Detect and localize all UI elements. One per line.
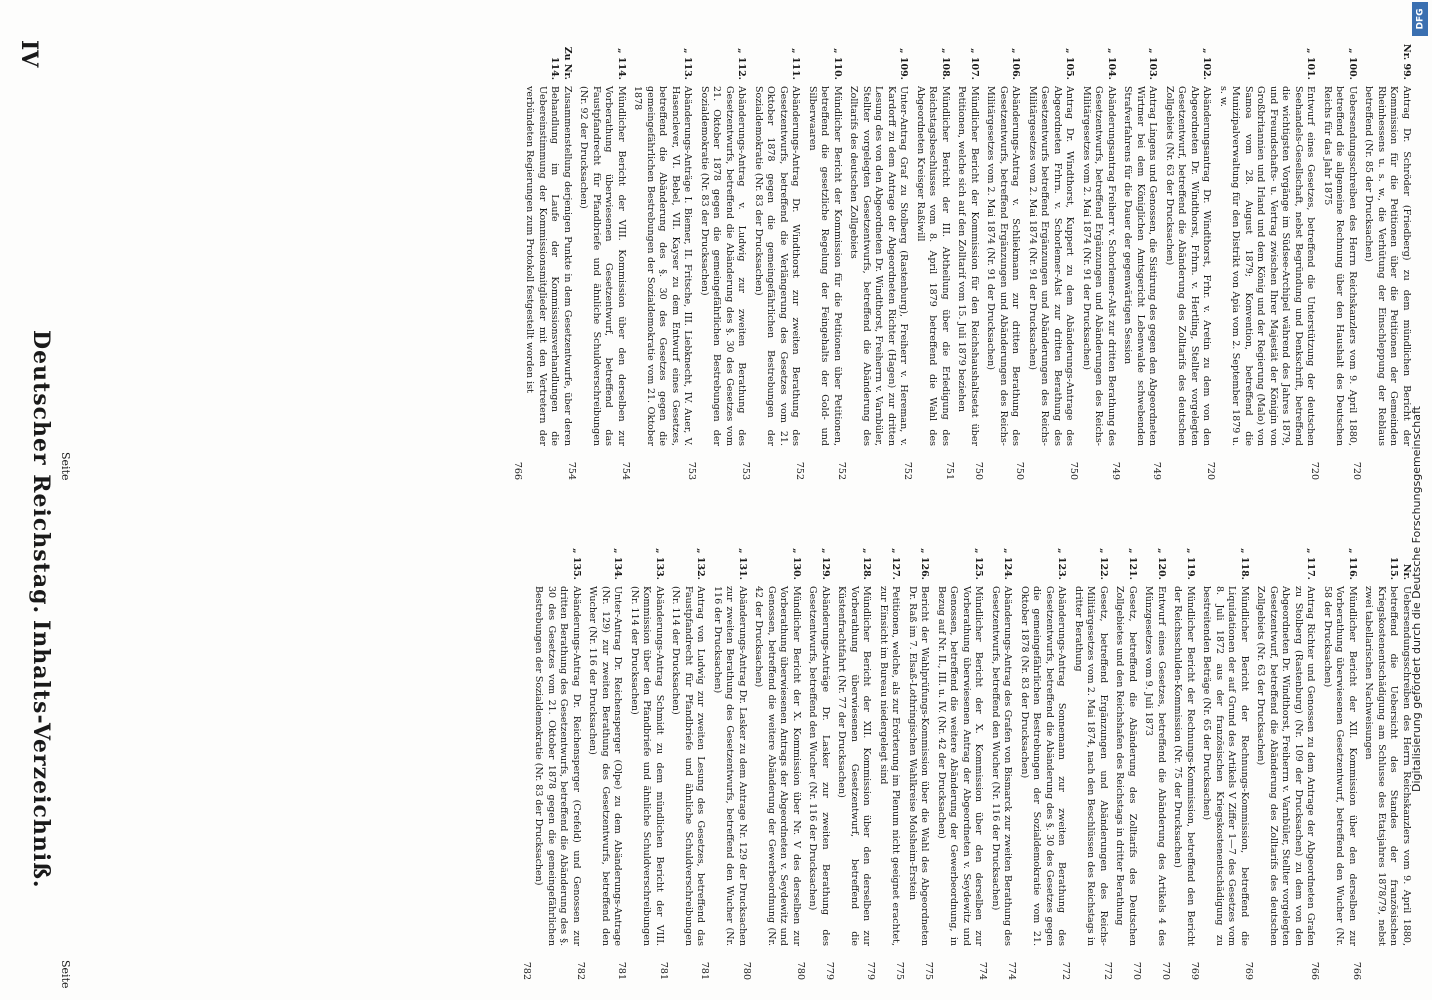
entry-title: Mündlicher Bericht der XII. Kommission über den derselben zur Vorberathung überwiesenen Gesetzentwurf, betreffend die Küstenfrachtfahrt (Nr. 77 der Drucksachen)	[836, 586, 873, 946]
entry-title: Mündlicher Bericht der Kommission für den Reichshaushaltsetat über Petitionen, welche sich auf den Zolltarif vom 15. Juli 1879 beziehen	[956, 86, 980, 446]
entry-title: Gesetz, betreffend die Abänderung des Zolltarifs des Deutschen Zollgebietes und den Reichshafen des Reichstags in dritter Berathung	[1114, 586, 1138, 946]
entry-page: 769	[1189, 961, 1200, 980]
entry-title: Abänderungs-Antrag v. Schliekmann zur dritten Berathung des Gesetzentwurfs, betreffend Ergänzungen und Abänderungen des Reichs-Militärgesetzes vom 2. Mai 1874 (Nr. 91 der Drucksachen)	[985, 86, 1022, 446]
entry-number: „ 114.	[616, 48, 627, 80]
entry-page: 752	[794, 461, 806, 480]
entry-title: Uebersendungsschreiben des Herrn Reichskanzlers vom 9. April 1880, betreffend die Uebersicht des Standes der französischen Kriegskostenentschädigung am Schlusse des Etatsjahres 1878/79, nebst zwei tabellarischen Nachweisungen	[1363, 586, 1412, 946]
entry-page: 779	[865, 961, 877, 980]
entry-number: „ 130.	[791, 548, 802, 580]
entry-title: Zusammenstellung derjenigen Punkte in dem Gesetzentwurfe, über deren Behandlung im Laufe der Kommissionsverhandlungen die Uebereinstimmung der Kommissionsmitglieder mit den Vertretern der verbündeten Regierungen zum Protokoll festgestellt worden ist	[524, 86, 573, 446]
entry-title: Mündlicher Bericht der III. Abtheilung über die Erledigung des Reichstagsbeschlusses vom 8. April 1879 betreffend die Wahl des Abgeordneten Kreisger Raßiwill	[915, 86, 951, 446]
entry-number: „ 116.	[1347, 548, 1358, 580]
entry-title: Petitionen, welche, als zur Erörterung im Plenum nicht geeignet erachtet, zur Einsicht im Bureau niedergelegt sind	[878, 586, 902, 946]
entry-page: 772	[1102, 961, 1113, 980]
entry-page: 750	[973, 461, 984, 480]
entry-title: Mündlicher Bericht der VIII. Kommission über den derselben zur Vorberathung überwiesenen Gesetzentwurf, betreffend das Faustpfandrecht für Pfandbriefe und ähnliche Schuldverschreibungen (Nr. 92 der Drucksachen)	[578, 86, 627, 446]
seite-label-right: Seite	[59, 960, 72, 989]
entry-number: „ 120.	[1156, 548, 1167, 580]
index-entry	[512, 40, 573, 480]
entry-page: 780	[741, 961, 752, 980]
seite-label-left: Seite	[59, 452, 72, 481]
entry-title: Entwurf eines Gesetzes, betreffend die Abänderung des Artikels 4 des Münzgesetzes vom 9. Juli 1873	[1143, 586, 1167, 946]
entry-page: 753	[740, 461, 752, 480]
entry-page: 772	[1060, 961, 1072, 980]
entry-title: Antrag Dr. Windthorst, Kuppert zu dem Abänderungs-Antrage des Abgeordneten Frhrn. v. Schorlemer-Alst zur dritten Berathung des Gesetzentwurfs betreffend Ergänzungen und Abänderungen des Reichs-Militärgesetzes vom 2. Mai 1874 (Nr. 91 der Drucksachen)	[1027, 86, 1076, 446]
entry-page: 720	[1309, 461, 1321, 480]
entry-title: Gesetz, betreffend Ergänzungen und Abänderungen des Reichs-Militärgesetzes vom 2. Mai 1874, nach den Beschlüssen des Reichstags in dritter Berathung	[1073, 586, 1109, 946]
entry-page: 770	[1160, 961, 1171, 980]
entry-page: 751	[944, 461, 955, 480]
entry-page: 752	[836, 461, 847, 480]
entry-page: 775	[894, 961, 906, 980]
right-column	[82, 540, 1412, 980]
entry-title: Unter-Antrag Graf zu Stolberg (Rastenburg), Freiherr v. Hereman, v. Kardorff zu dem Antrage der Abgeordneten Richter (Hagen) zur dritten Lesung des von den Abgeordneten Dr. Windthorst, Freiherrn v. Varnbüler, Stellter vorgelegten Gesetzentwurfs, betreffend die Abänderung des Zolltarifs des deutschen Zollgebiets	[848, 86, 910, 446]
entry-title: Mündlicher Bericht der X. Kommission über den derselben zur Vorberathung überwiesenen Antrag der Abgeordneten v. Seydewitz und Genossen, betreffend die weitere Abänderung der Gewerbeordnung, in Bezug auf Nr. II., III. u. IV. (Nr. 42 der Drucksachen)	[936, 586, 985, 946]
entry-number: Nr. 115.	[1388, 556, 1412, 580]
entry-number: Nr. 99.	[1401, 44, 1412, 80]
entry-number: „ 122.	[1098, 548, 1109, 580]
entry-page: 769	[1243, 961, 1254, 980]
entry-title: Antrag Lingens und Genossen, die Sistirung des gegen den Abgeordneten Wirtmer bei dem Königlichen Amtsgericht Lebenwalde schwebenden Strafverfahrens für die Dauer der gegenwärtigen Session	[1122, 86, 1159, 446]
entry-page: 782	[521, 961, 532, 980]
entry-title: Abänderungsantrag Dr. Windthorst, Frhr. v. Aretin zu dem von den Abgeordneten Dr. Windthorst, Frhrn. v. Hertling, Stellter vorgelegten Gesetzentwurf, betreffend die Abänderung des Zolltarifs des deutschen Zollgebiets (Nr. 63 der Drucksachen)	[1164, 86, 1213, 446]
entry-title: Unter-Antrag Dr. Reichensperger (Olpe) zu dem Abänderungs-Antrage (Nr. 129) zur zweiten Berathung des Gesetzentwurfs, betreffend den Wucher (Nr. 116 der Drucksachen)	[587, 586, 624, 946]
entry-number: Zu Nr. 114.	[549, 46, 573, 80]
entry-title: Abänderungs-Antrag Schmidt zu dem mündlichen Bericht der VIII. Kommission über den Pfandbriefe und ähnliche Schuldverschreibungen (Nr. 114 der Drucksachen)	[629, 586, 665, 946]
entry-number: „ 117.	[1305, 548, 1317, 580]
entry-page: 720	[1351, 461, 1362, 480]
dfg-logo	[1412, 2, 1428, 36]
entry-number: „ 124.	[1002, 548, 1014, 580]
entry-page: 766	[1309, 961, 1321, 980]
entry-number: „ 101.	[1305, 48, 1317, 80]
entry-page: 750	[1014, 461, 1026, 480]
title-deutscher-reichstag: Deutscher Reichstag.	[28, 330, 54, 615]
entry-number: „ 127.	[890, 548, 902, 580]
entry-page: 770	[1131, 961, 1142, 980]
entry-title: Antrag von Ludwig zur zweiten Lesung des Gesetzes, betreffend das Faustpfandrecht für Pfandbriefe und ähnliche Schuldverschreibungen (Nr. 114 der Drucksachen)	[670, 586, 707, 946]
entry-title: Bericht der Wahlprüfungs-Kommission über die Wahl des Abgeordneten Dr. Raß im 7. Elsaß-Lothringischen Wahlkreise Molsheim-Erstein	[907, 586, 931, 946]
entry-number: „ 113.	[682, 48, 694, 80]
entry-page: 779	[824, 961, 835, 980]
entry-title: Antrag Dr. Schröder (Friedberg) zu dem mündlichen Bericht der Kommission für die Petitionen über die Petitionen der Gemeinden Rheinhessens u. s. w., die Verhütung der Einschleppung der Reblaus betreffend (Nr. 85 der Drucksachen)	[1363, 86, 1412, 446]
entry-page: 774	[977, 961, 989, 980]
entry-number: „ 106.	[1010, 48, 1022, 80]
entry-page: 754	[620, 461, 631, 480]
entry-number: „ 111.	[790, 48, 802, 80]
entry-title: Abänderungs-Antrag Dr. Windthorst zur zweiten Berathung des Gesetzentwurfs, betreffend die Verlängerung des Gesetzes vom 21. Oktober 1878 gegen die gemeingefährlichen Bestrebungen der Sozialdemokratie (Nr. 83 der Drucksachen)	[753, 86, 802, 446]
entry-number: „ 110.	[832, 48, 843, 80]
entry-page: 750	[1068, 461, 1080, 480]
entry-page: 781	[699, 961, 711, 980]
entry-title: Mündlicher Bericht der Kommission für die Petitionen über Petitionen, betreffend die gesetzliche Regelung der Feingehalts der Gold- und Silberwaaren	[807, 86, 843, 446]
entry-title: Mündlicher Bericht der Rechnungs-Kommission, betreffend den Bericht der Reichsschulden-Kommission (Nr. 75 der Drucksachen)	[1172, 586, 1196, 946]
entry-number: „ 103.	[1147, 48, 1159, 80]
title-inhalts-verzeichnis: Inhalts-Verzeichniß.	[28, 620, 54, 889]
entry-page: 754	[566, 461, 577, 480]
index-entry	[521, 540, 582, 980]
entry-number: „ 108.	[940, 48, 951, 80]
entry-title: Mündlicher Bericht der Rechnungs-Kommission, betreffend die Liquidationen der auf Grund des Artikels V Ziffer 1—7 des Gesetzes vom 8. Juli 1872 aus der französischen Kriegskostenentschädigung zu bestreitenden Beträge (Nr. 65 der Drucksachen)	[1201, 586, 1250, 946]
entry-number: „ 134.	[612, 548, 624, 580]
entry-page: 752	[902, 461, 914, 480]
entry-title: Uebersendungsschreiben des Herrn Reichskanzlers vom 9. April 1880, betreffend die allgemeine Rechnung über den Haushalt des Deutschen Reichs für das Jahr 1875	[1322, 86, 1358, 446]
entry-number: „ 131.	[737, 548, 748, 580]
entry-title: Abänderungs-Anträge I. Biemer, II. Fritsche, III. Liebknecht, IV. Auer, V. Hasenclever, VI. Bebel, VII. Kayser zu dem Entwurf eines Gesetzes, betreffend die Abänderung des §. 30 des Gesetzes gegen die gemeingefährlichen Bestrebungen der Sozialdemokratie vom 21. Oktober 1878	[632, 86, 694, 446]
entry-title: Abänderungs-Antrag v. Ludwig zur zweiten Berathung des Gesetzentwurfs, betreffend die Abänderung des §. 30 des Gesetzes vom 21. Oktober 1878 gegen die gemeingefährlichen Bestrebungen der Sozialdemokratie (Nr. 83 der Drucksachen)	[699, 86, 748, 446]
entry-page: 720	[1205, 461, 1217, 480]
entry-page: 781	[658, 961, 669, 980]
entry-number: „ 128.	[861, 548, 873, 580]
entry-title: Abänderungs-Antrag Dr. Lasker zu dem Antrage Nr. 129 der Drucksachen zur zweiten Berathung des Gesetzentwurfs, betreffend den Wucher (Nr. 116 der Drucksachen)	[712, 586, 748, 946]
entry-number: „ 132.	[695, 548, 707, 580]
entry-number: „ 102.	[1201, 48, 1213, 80]
entry-title: Antrag Richter und Genossen zu dem Antrage der Abgeordneten Grafen zu Stolberg (Rastenburg) (Nr. 109 der Drucksachen) zu dem von den Abgeordneten Dr. Windthorst, Freiherrn v. Varnbüler, Stellter vorgelegten Gesetzentwurf, betreffend die Abänderung des Zolltarifs des deutschen Zollgebiets (Nr. 63 der Drucksachen)	[1255, 586, 1317, 946]
entry-number: „ 109.	[898, 48, 910, 80]
entry-number: „ 118.	[1239, 548, 1250, 580]
entry-number: „ 129.	[820, 548, 831, 580]
entry-page: 749	[1151, 461, 1163, 480]
entry-number: „ 107.	[969, 48, 980, 80]
entry-page: 774	[1006, 961, 1018, 980]
entry-title: Abänderungsantrag Freiherr v. Schorlemer-Alst zur dritten Berathung des Gesetzentwurfs, betreffend Ergänzungen und Abänderungen des Reichs-Militärgesetzes vom 2. Mai 1874 (Nr. 91 der Drucksachen)	[1081, 86, 1117, 446]
entry-number: „ 121.	[1127, 548, 1138, 580]
entry-number: „ 112.	[736, 48, 748, 80]
entry-number: „ 133.	[654, 548, 665, 580]
entry-page: 753	[686, 461, 698, 480]
dfg-logo-text: DFG	[1415, 8, 1426, 30]
entry-number: „ 104.	[1106, 48, 1117, 80]
footer-bar	[1409, 250, 1427, 950]
left-column	[82, 40, 1412, 480]
entry-number: „ 123.	[1056, 548, 1068, 580]
entry-title: Abänderungs-Antrag Dr. Reichensperger (Crefeld) und Genossen zur dritten Berathung des Gesetzentwurfs, betreffend die Abänderung des §. 30 des Gesetzes vom 21. Oktober 1878 gegen die gemeingefährlichen Bestrebungen der Sozialdemokratie (Nr. 83 der Drucksachen)	[533, 586, 582, 946]
entry-title: Mündlicher Bericht der X. Kommission über Nr. V des derselben zur Vorberathung überwiesenen Antrags der Abgeordneten v. Seydewitz und Genossen, betreffend die weitere Abänderung der Gewerbeordnung (Nr. 42 der Drucksachen)	[753, 586, 802, 946]
entry-number: „ 100.	[1347, 48, 1358, 80]
entry-title: Mündlicher Bericht der XII. Kommission über den derselben zur Vorberathung überwiesenen Gesetzentwurf, betreffend den Wucher (Nr. 58 der Drucksachen)	[1322, 586, 1358, 946]
entry-number: „ 105.	[1064, 48, 1076, 80]
entry-number: „ 119.	[1185, 548, 1196, 580]
entry-page: 766	[1351, 961, 1362, 980]
digitization-credit: Digitalisierung gefördert durch die Deutsche Forschungsgemeinschaft	[1410, 406, 1423, 792]
index-entry	[566, 40, 627, 480]
entry-page: 781	[616, 961, 628, 980]
entry-title: Abänderungs-Anträge Dr. Lasker zur zweiten Berathung des Gesetzentwurfs, betreffend den Wucher (Nr. 116 der Drucksachen)	[807, 586, 831, 946]
page-number: IV	[16, 40, 42, 68]
entry-title: Abänderungs-Antrag Sonnemann zur zweiten Berathung des Gesetzentwurfs, betreffend die Abänderung des §. 30 des Gesetzes gegen die gemeingefährlichen Bestrebungen der Sozialdemokratie vom 21. Oktober 1878 (Nr. 83 der Drucksachen)	[1019, 586, 1068, 946]
entry-title: Entwurf eines Gesetzes, betreffend die Unterstützung der deutschen Seehandels-Gesellschaft, nebst Begründung und Denkschrift, betreffend die wichtigsten Vorgänge im Südsee-Archipel während des Jahres 1879, und Freundschafts- u. Vertrag zwischen Ihrer Majestät der Königin von Großbritannien und Irland und dem König und der Regierung (Malo) von Samoa vom 28. August 1879; Konvention, betreffend die Munizipalverwaltung für den Distrikt von Apia vom 2. September 1879 u. s. w.	[1218, 86, 1317, 446]
entry-number: „ 135.	[571, 548, 582, 580]
entry-number: „ 125.	[973, 548, 985, 580]
entry-page: 782	[575, 961, 586, 980]
entry-title: Abänderungs-Antrag des Grafen von Bismarck zur zweiten Berathung des Gesetzentwurfs, betreffend den Wucher (Nr. 116 der Drucksachen)	[990, 586, 1014, 946]
entry-page: 766	[512, 461, 523, 480]
entry-page: 775	[923, 961, 935, 980]
entry-number: „ 126.	[919, 548, 931, 580]
entry-page: 780	[795, 961, 806, 980]
entry-page: 749	[1110, 461, 1121, 480]
